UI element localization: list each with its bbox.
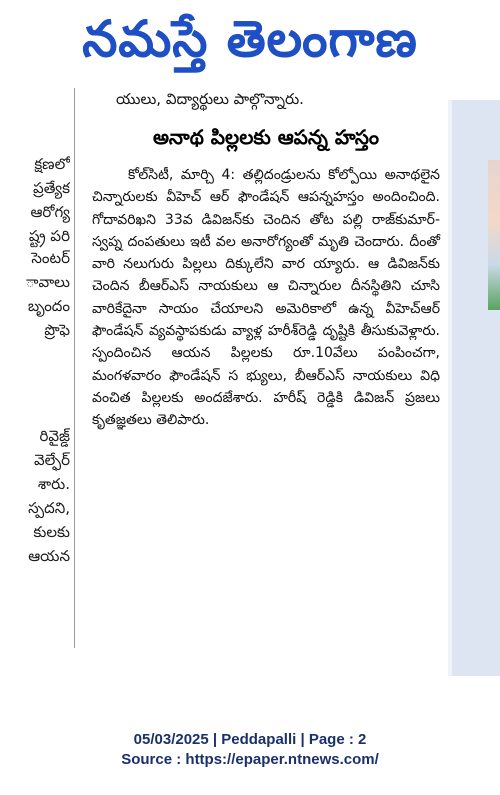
left-cropped-column: [0, 88, 70, 676]
left-fragment: ష్ట్ర పరి: [28, 227, 70, 245]
column-divider: [74, 88, 75, 648]
left-fragment: వెల్ఫేర్: [34, 451, 70, 469]
previous-article-tail: యులు, విద్యార్థులు పాల్గొన్నారు.: [116, 90, 304, 108]
left-fragment: ప్రత్యేక: [33, 179, 70, 197]
news-article: [92, 88, 440, 432]
panel-border: [448, 100, 452, 676]
source-link[interactable]: Source : https://epaper.ntnews.com/: [121, 751, 379, 768]
left-fragment: సెంటర్: [31, 249, 70, 267]
left-fragment: స్పదని,: [28, 499, 70, 517]
left-fragment: ావాలు: [25, 273, 70, 291]
left-fragment: ప్రొఫె: [44, 321, 70, 339]
left-fragment: ఆరోగ్య: [30, 203, 70, 221]
cropped-photo: [488, 160, 500, 310]
newspaper-title: నమస్తే తెలంగాణ: [82, 10, 418, 68]
masthead: [0, 0, 500, 78]
right-cropped-column: [448, 100, 500, 676]
left-fragment: క్షణలో: [34, 155, 70, 173]
left-fragment: శారు.: [37, 475, 70, 493]
left-fragment: ఆయన: [28, 547, 70, 565]
page-footer: [0, 730, 500, 770]
edition-info: 05/03/2025 | Peddapalli | Page : 2: [133, 731, 367, 748]
clipping-area: [0, 88, 500, 676]
article-headline: అనాథ పిల్లలకు ఆపన్న హస్తం: [152, 125, 380, 149]
left-fragment: రివైజ్డ్: [39, 427, 70, 445]
left-fragment: బృందం: [27, 297, 70, 315]
left-fragment: కులకు: [33, 523, 70, 541]
article-paragraph: కోల్‌సిటీ, మార్చి 4: తల్లిదండ్రులను కోల్పోయి అనాథలైన చిన్నారులకు వీహెచ్ ఆర్ ఫౌండేషన్ ఆపన్నహస్తం అందించింది. గోదావరిఖని 33వ డివిజన్‌కు చెందిన తోట పల్లి రాజ్‌కుమార్‌-స్వప్న దంపతులు ఇటీ వల అనారోగ్యంతో మృతి చెందారు. దీంతో వారి నలుగురు పిల్లలు దిక్కులేని వార య్యారు. ఆ డివిజన్‌కు చెందిన బీఆర్‌ఎస్‌ నాయకులు ఆ చిన్నారుల దీనస్థితిని చూసి వారికేదైనా సాయం చేయాలని అమెరికాలో ఉన్న వీహెచ్ఆర్ ఫౌండేషన్ వ్యవస్థాపకుడు వ్యాళ్ల హరీశ్‌రెడ్డి దృష్టికి తీసుకువెళ్లారు. స్పందించిన ఆయన పిల్లలకు రూ.10వేలు పంపించగా, మంగళవారం ఫౌండేషన్ స భ్యులు, బీఆర్‌ఎస్ నాయకులు విధి వంచిత పిల్లలకు అందజేశారు. హరీష్ రెడ్డికి డివిజన్ ప్రజలు కృతజ్ఞతలు తెలిపారు.: [92, 167, 440, 429]
article-body: [92, 164, 440, 432]
